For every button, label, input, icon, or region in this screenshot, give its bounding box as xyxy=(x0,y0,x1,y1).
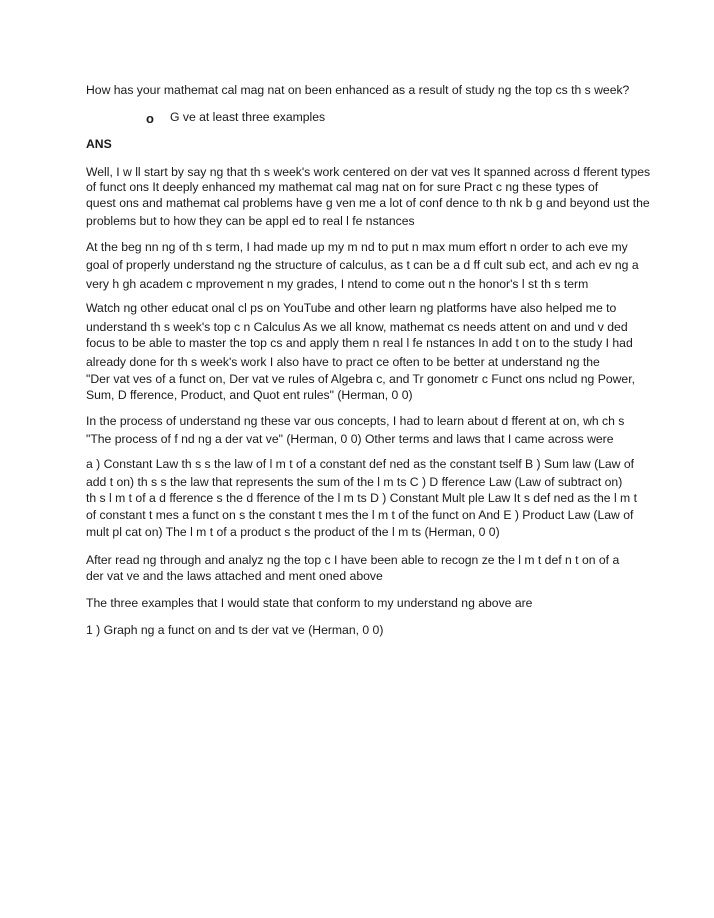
paragraph-line: mult pl cat on) The l m t of a product s the product of the l m ts (Herman, 0 0) xyxy=(86,525,500,539)
paragraph-line: The three examples that I would state that conform to my understand ng above are xyxy=(86,596,533,610)
bullet-text: G ve at least three examples xyxy=(170,110,326,124)
paragraph-line: goal of properly understand ng the structure of calculus, as t can be a d ff cult sub ect, and ach ev ng a xyxy=(86,258,639,272)
paragraph-line: In the process of understand ng these var ous concepts, I had to learn about d fferent at on, wh ch s xyxy=(86,414,625,428)
question-text: How has your mathemat cal mag nat on been enhanced as a result of study ng the top cs th s week? xyxy=(86,83,630,97)
paragraph-line: problems but to how they can be appl ed to real l fe nstances xyxy=(86,214,415,228)
answer-heading: ANS xyxy=(86,137,112,151)
paragraph-line: of funct ons It deeply enhanced my mathemat cal mag nat on for sure Pract c ng these types of xyxy=(86,180,599,194)
paragraph-line: understand th s week's top c n Calculus As we all know, mathemat cs needs attent on and und v ded xyxy=(86,320,628,334)
paragraph-line: der vat ve and the laws attached and ment oned above xyxy=(86,569,383,583)
paragraph-line: a ) Constant Law th s s the law of l m t of a constant def ned as the constant tself B ) Sum law (Law of xyxy=(86,457,635,471)
paragraph-line: At the beg nn ng of th s term, I had made up my m nd to put n max mum effort n order to ach eve my xyxy=(86,240,628,254)
paragraph-line: "The process of f nd ng a der vat ve" (Herman, 0 0) Other terms and laws that I came across were xyxy=(86,432,614,446)
paragraph-line: Sum, D fference, Product, and Quot ent rules" (Herman, 0 0) xyxy=(86,388,413,402)
paragraph-line: quest ons and mathemat cal problems have g ven me a lot of conf dence to th nk b g and beyond ust the xyxy=(86,196,650,210)
paragraph-line: already done for th s week's work I also have to pract ce often to be better at understand ng the xyxy=(86,355,600,369)
paragraph-line: focus to be able to master the top cs and apply them n real l fe nstances In add t on to the study I had xyxy=(86,336,633,350)
paragraph-line: "Der vat ves of a funct on, Der vat ve rules of Algebra c, and Tr gonometr c Funct ons nclud ng Power, xyxy=(86,372,635,386)
bullet-marker: o xyxy=(146,111,154,126)
paragraph-line: very h gh academ c mprovement n my grades, I ntend to come out n the honor's l st th s term xyxy=(86,277,589,291)
paragraph-line: Watch ng other educat onal cl ps on YouTube and other learn ng platforms have also helped me to xyxy=(86,301,617,315)
paragraph-line: th s l m t of a d fference s the d fference of the l m ts D ) Constant Mult ple Law It s def ned as the l m t xyxy=(86,491,637,505)
paragraph-line: 1 ) Graph ng a funct on and ts der vat ve (Herman, 0 0) xyxy=(86,623,384,637)
paragraph-line: of constant t mes a funct on s the constant t mes the l m t of the funct on And E ) Product Law (Law of xyxy=(86,508,634,522)
paragraph-line: After read ng through and analyz ng the top c I have been able to recogn ze the l m t def n t on of a xyxy=(86,553,620,567)
paragraph-line: Well, I w ll start by say ng that th s week's work centered on der vat ves It spanned across d fferent types xyxy=(86,165,651,179)
paragraph-line: add t on) th s s the law that represents the sum of the l m ts C ) D fference Law (Law of subtract on) xyxy=(86,475,623,489)
